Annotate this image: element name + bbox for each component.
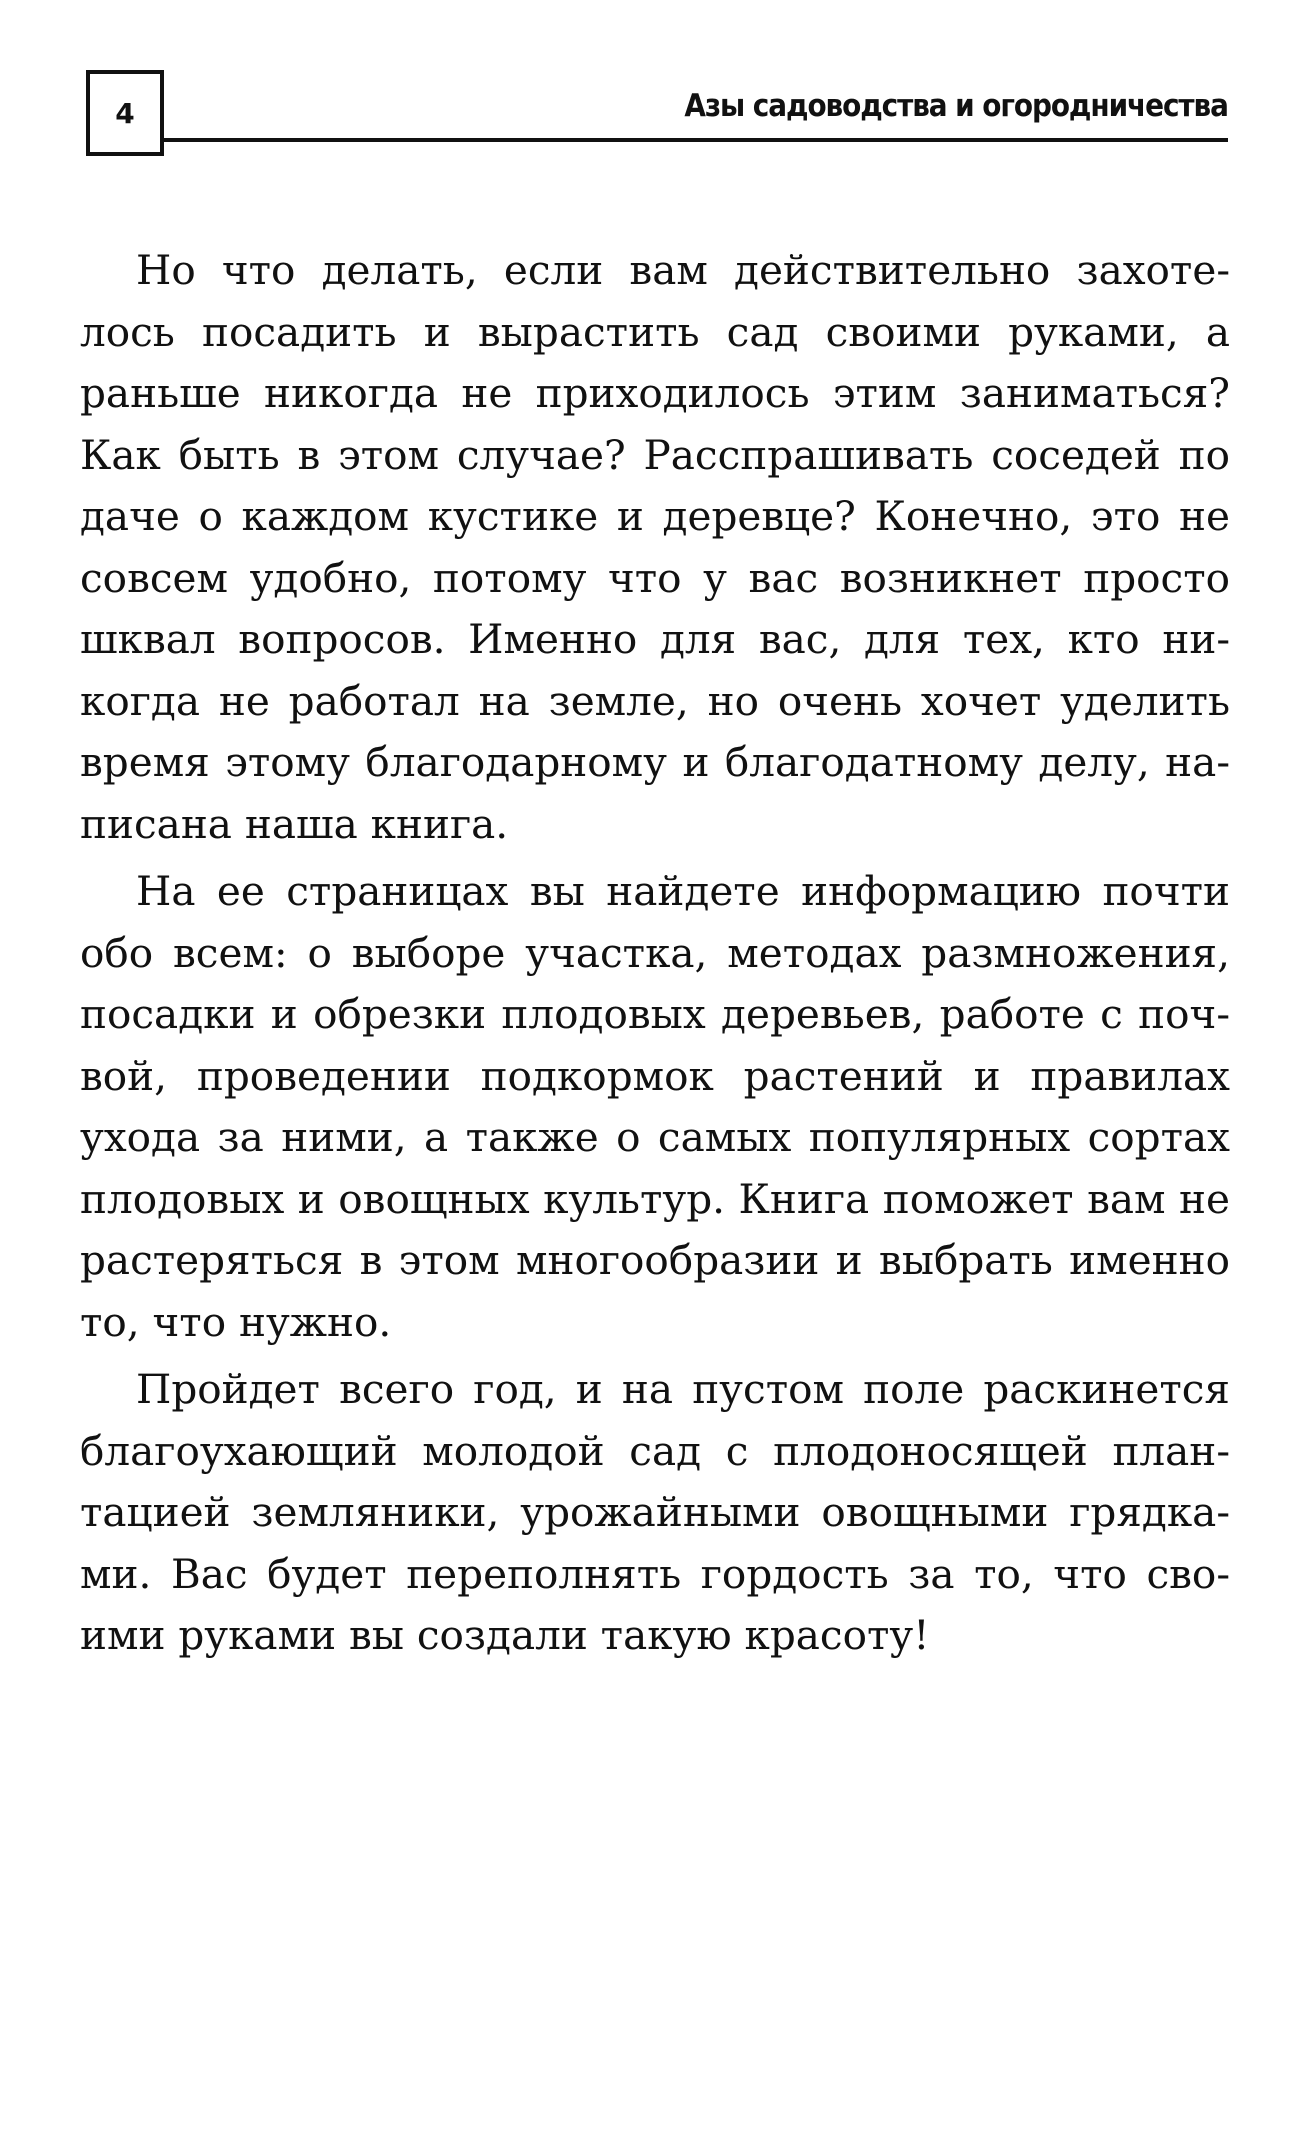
paragraph-3: Пройдет всего год, и на пустом поле раскинется благоухающий молодой сад с плодоносящей плантацией земляники, урожайными овощными грядками. Вас будет переполнять гордость за то, что своими руками вы создали такую красоту! (80, 1365, 1230, 1659)
page-number: 4 (86, 70, 164, 156)
header-rule (164, 138, 1228, 142)
running-title: Азы садоводства и огородничества (684, 88, 1228, 124)
text-body (80, 240, 1230, 1667)
paragraph-1: Но что делать, если вам действительно захотелось посадить и вырастить сад своими руками, а раньше никогда не приходилось этим заниматься? Как быть в этом случае? Расспрашивать соседей по даче о каждом кустике и деревце? Конечно, это не совсем удобно, потому что у вас возникнет просто шквал вопросов. Именно для вас, для тех, кто никогда не работал на земле, но очень хочет уделить время этому благодарному и благодатному делу, написана наша книга. (80, 246, 1230, 848)
paragraph-2: На ее страницах вы найдете информацию почти обо всем: о выборе участка, методах размножения, посадки и обрезки плодовых деревьев, работе с почвой, проведении подкормок растений и правилах ухода за ними, а также о самых популярных сортах плодовых и овощных культур. Книга поможет вам не растеряться в этом многообразии и выбрать именно то, что нужно. (80, 867, 1230, 1346)
